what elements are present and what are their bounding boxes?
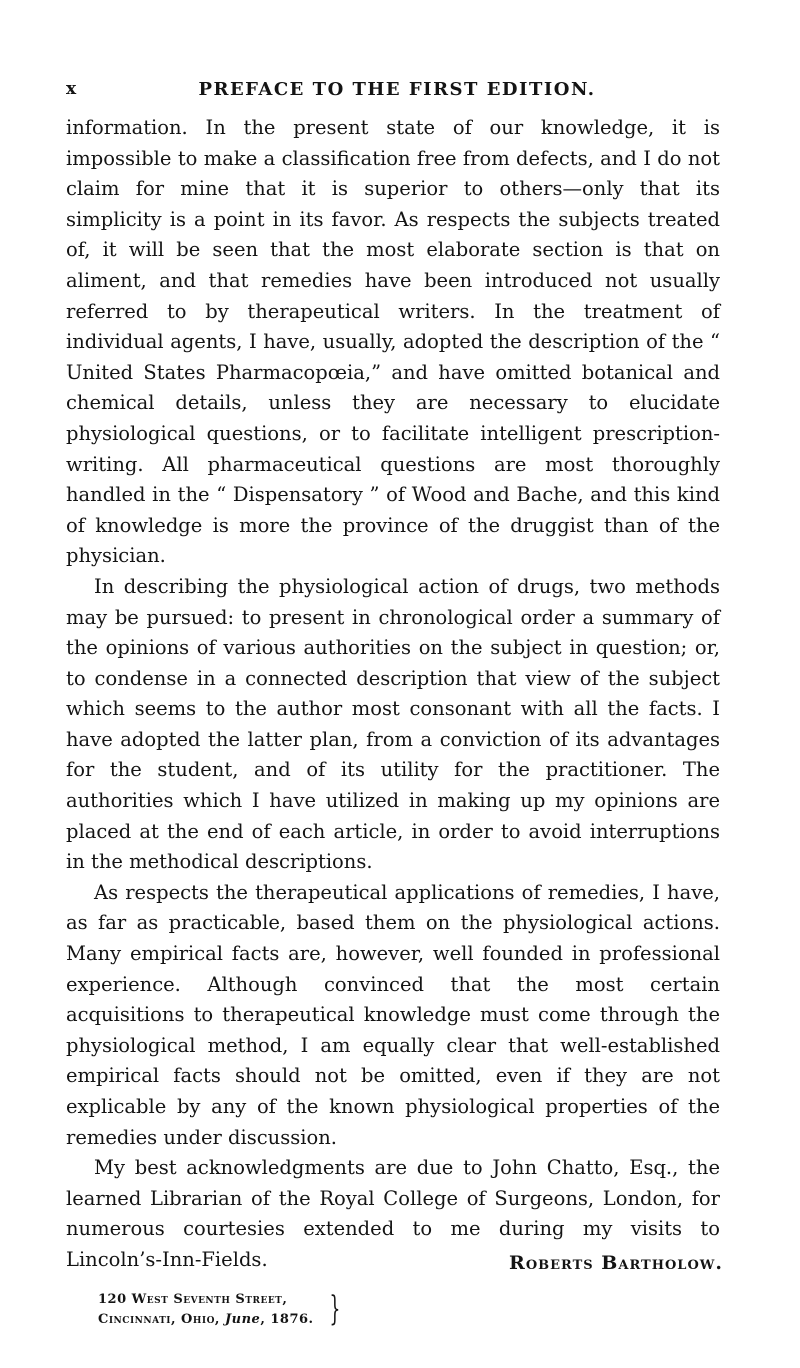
address-street: 120 West Seventh Street, [98,1292,288,1307]
paragraph-continued: information. In the present state of our knowledge, it is impossible to make a classification free from defects, and I do not claim for mine that it is superior to others—only that its simplicity is a point in its favor. As respects the subjects treated of, it will be seen that the most elaborate section is that on aliment, and that remedies have been introduced not usually referred to by therapeutical writers. In the treatment of individual agents, I have, usually, adopted the description of the “ United States Pharmacopœia,” and have omitted botanical and chemical details, unless they are necessary to elucidate physiological questions, or to facilitate intelligent prescription-writing. All pharmaceutical questions are most thoroughly handled in the “ Dispensatory ” of Wood and Bache, and this kind of knowledge is more the province of the druggist than of the physician. [66,116,720,568]
paragraph-physiological-action: In describing the physiological action of drugs, two methods may be pursued: to present in chronological order a summary of the opinions of various authorities on the subject in question; or, to condense in a connected description that view of the subject which seems to the author most consonant with all the facts. I have adopted the latter plan, from a conviction of its advantages for the student, and of its utility for the practitioner. The authorities which I have utilized in making up my opinions are placed at the end of each article, in order to avoid interruptions in the methodical descriptions. [66,574,720,874]
paragraph-therapeutical-applications: As respects the therapeutical applications of remedies, I have, as far as practicable, based them on the physiological actions. Many empirical facts are, however, well founded in professional experience. Although convinced that the most certain acquisitions to therapeutical knowledge must come through the physiological method, I am equally clear that well-established empirical facts should not be omitted, even if they are not explicable by any of the known physiological properties of the remedies under discussion. [66,880,720,1149]
address-city: Cincinnati, Ohio, [98,1312,225,1327]
address-year: , 1876. [260,1312,314,1327]
author-signature: Roberts Bartholow. [509,1252,723,1274]
address-city-date [98,1310,314,1330]
author-address [98,1289,341,1330]
running-title: PREFACE TO THE FIRST EDITION. [198,79,596,100]
preface-body [66,113,720,1276]
address-brace: } [329,1289,341,1329]
page-header [66,79,728,103]
address-month: June [225,1312,261,1327]
paragraph-acknowledgments: My best acknowledgments are due to John Chatto, Esq., the learned Librarian of the Royal College of Surgeons, London, for numerous courtesies extended to me during my visits to Lincoln’s-Inn-Fields. [66,1156,720,1271]
page-number: x [66,79,78,99]
